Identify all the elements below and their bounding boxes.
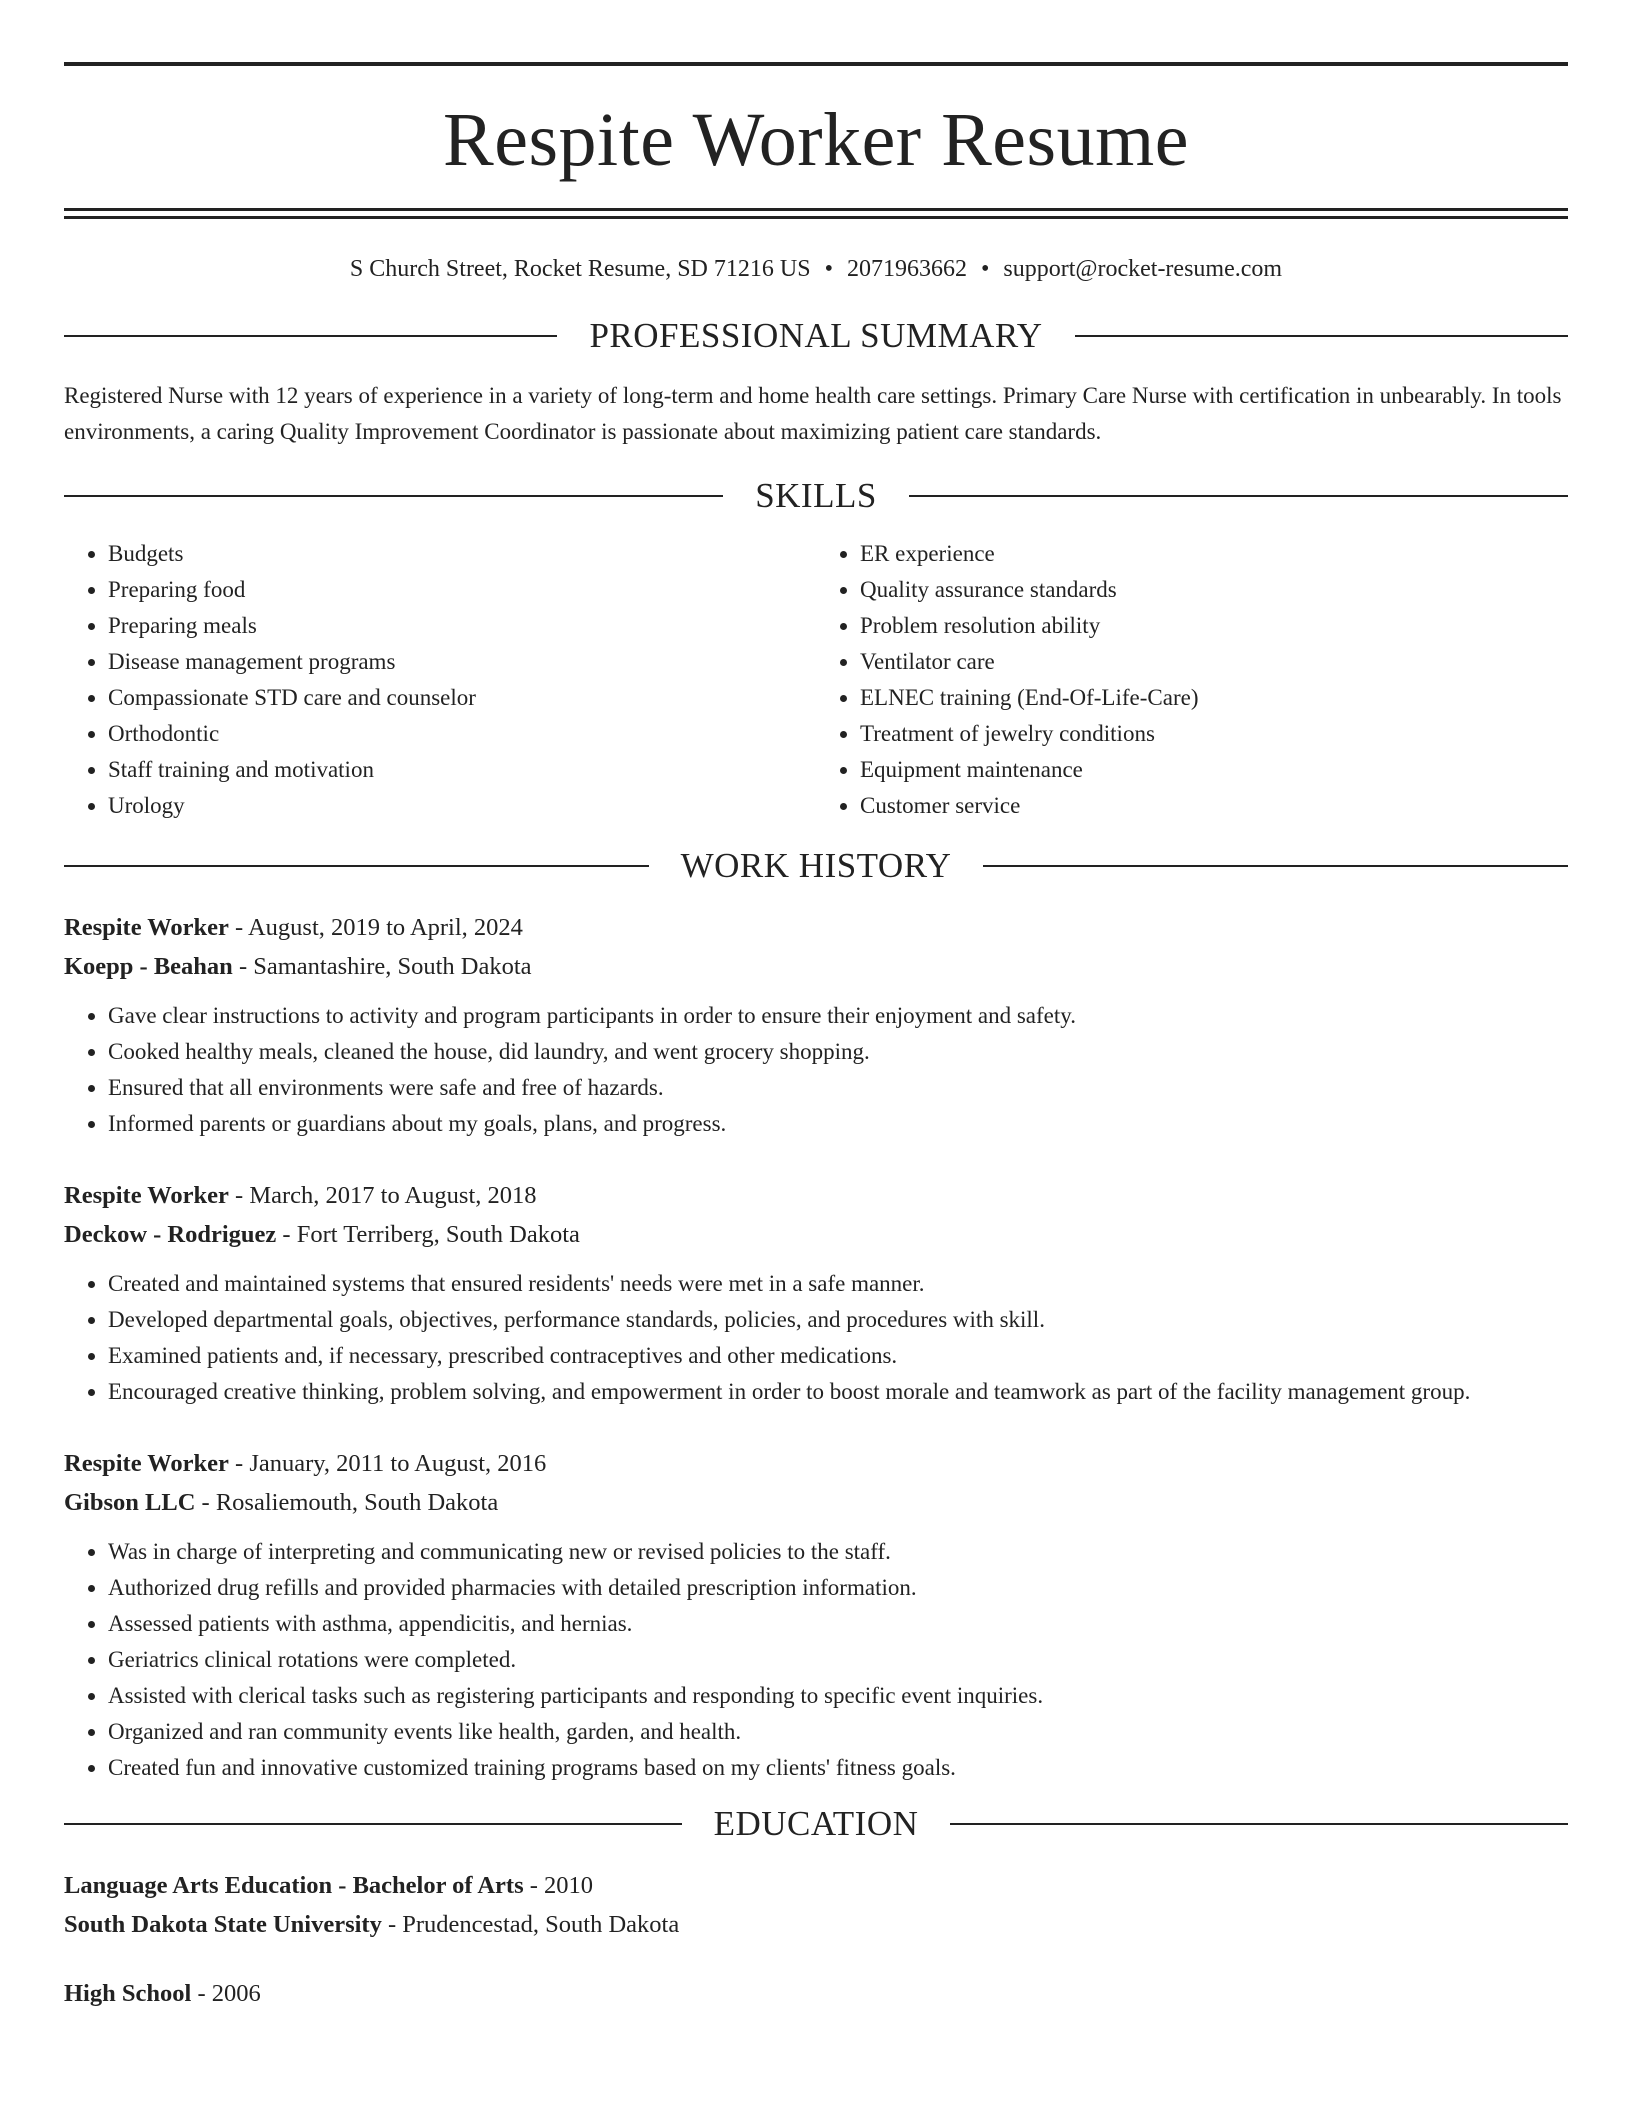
job-bullets <box>64 998 1568 1142</box>
heading-rule-right <box>909 495 1568 497</box>
job-company-line <box>64 947 1568 986</box>
job-dates: January, 2011 to August, 2016 <box>249 1450 547 1477</box>
top-rule <box>64 62 1568 66</box>
skills-heading <box>64 476 1568 516</box>
skill-item: • Orthodontic <box>108 716 816 752</box>
job-location: Samantashire, South Dakota <box>253 953 532 980</box>
skills-heading-label: SKILLS <box>755 476 877 515</box>
job-title: Respite Worker <box>64 914 229 941</box>
skill-item: • Budgets <box>108 536 816 572</box>
skills-column-right <box>816 536 1568 824</box>
job-entry <box>64 1176 1568 1410</box>
contact-phone: 2071963662 <box>846 256 967 282</box>
skill-item: • Compassionate STD care and counselor <box>108 680 816 716</box>
job-bullet: • Organized and ran community events like health, garden, and health. <box>108 1714 1568 1750</box>
contact-separator: • <box>980 256 990 282</box>
skill-item: • Treatment of jewelry conditions <box>860 716 1568 752</box>
skill-item: • Disease management programs <box>108 644 816 680</box>
skills-column-left <box>64 536 816 824</box>
dash: - <box>191 1980 212 2007</box>
job-company-line <box>64 1483 1568 1522</box>
skill-item: • Problem resolution ability <box>860 608 1568 644</box>
education-heading-label: EDUCATION <box>713 1804 919 1843</box>
education-year: 2010 <box>544 1872 594 1899</box>
dash: - <box>228 914 248 941</box>
job-bullet: • Ensured that all environments were safe and free of hazards. <box>108 1070 1568 1106</box>
job-bullet: • Examined patients and, if necessary, prescribed contraceptives and other medications. <box>108 1338 1568 1374</box>
skill-item: • Ventilator care <box>860 644 1568 680</box>
skill-item: • Customer service <box>860 788 1568 824</box>
job-bullet: • Authorized drug refills and provided pharmacies with detailed prescription information. <box>108 1570 1568 1606</box>
job-bullet: • Gave clear instructions to activity and program participants in order to ensure their enjoyment and safety. <box>108 998 1568 1034</box>
summary-heading <box>64 316 1568 356</box>
job-bullet: • Geriatrics clinical rotations were completed. <box>108 1642 1568 1678</box>
job-bullet: • Cooked healthy meals, cleaned the house, did laundry, and went grocery shopping. <box>108 1034 1568 1070</box>
contact-email: support@rocket-resume.com <box>1003 256 1283 282</box>
heading-rule-right <box>1075 335 1568 337</box>
job-bullets <box>64 1266 1568 1410</box>
education-heading <box>64 1804 1568 1844</box>
education-entry <box>64 1866 1568 1944</box>
contact-line <box>64 254 1568 284</box>
summary-heading-label: PROFESSIONAL SUMMARY <box>589 316 1043 355</box>
skill-item: • Preparing food <box>108 572 816 608</box>
job-bullet: • Assisted with clerical tasks such as registering participants and responding to specific event inquiries. <box>108 1678 1568 1714</box>
job-bullet: • Created fun and innovative customized training programs based on my clients' fitness goals. <box>108 1750 1568 1786</box>
dash: - <box>381 1911 403 1938</box>
job-dates: March, 2017 to August, 2018 <box>249 1182 537 1209</box>
summary-text: Registered Nurse with 12 years of experience in a variety of long-term and home health care settings. Primary Care Nurse with certification in unbearably. In tools environments, a caring Quality Improvement Coordinator is passionate about maximizing patient care standards. <box>64 383 1562 444</box>
job-bullet: • Created and maintained systems that ensured residents' needs were met in a safe manner. <box>108 1266 1568 1302</box>
work-heading-label: WORK HISTORY <box>680 846 952 885</box>
job-bullet: • Developed departmental goals, objectives, performance standards, policies, and procedures with skill. <box>108 1302 1568 1338</box>
education-year: 2006 <box>211 1980 261 2007</box>
education-degree: Language Arts Education - Bachelor of Arts <box>64 1872 524 1899</box>
job-bullet: • Encouraged creative thinking, problem solving, and empowerment in order to boost morale and teamwork as part of the facility management group. <box>108 1374 1568 1410</box>
heading-rule-left <box>64 335 557 337</box>
skill-item: • Quality assurance standards <box>860 572 1568 608</box>
job-title: Respite Worker <box>64 1450 229 1477</box>
heading-rule-right <box>950 1823 1568 1825</box>
job-location: Fort Terriberg, South Dakota <box>296 1221 580 1248</box>
dash: - <box>195 1489 216 1516</box>
heading-rule-left <box>64 495 723 497</box>
education-degree-line <box>64 1974 1568 2013</box>
heading-rule-right <box>983 865 1568 867</box>
heading-rule-left <box>64 865 649 867</box>
page-title: Respite Worker Resume <box>443 98 1189 182</box>
job-bullet: • Assessed patients with asthma, appendicitis, and hernias. <box>108 1606 1568 1642</box>
job-title-line <box>64 1176 1568 1215</box>
heading-rule-left <box>64 1823 682 1825</box>
job-company: Gibson LLC <box>64 1489 196 1516</box>
job-dates: August, 2019 to April, 2024 <box>247 914 523 941</box>
job-entry <box>64 1444 1568 1786</box>
skills-list <box>64 536 1568 824</box>
job-title-line <box>64 908 1568 947</box>
skill-item: • Equipment maintenance <box>860 752 1568 788</box>
job-bullets <box>64 1534 1568 1786</box>
job-bullet: • Was in charge of interpreting and communicating new or revised policies to the staff. <box>108 1534 1568 1570</box>
contact-address: S Church Street, Rocket Resume, SD 71216 US <box>349 256 811 282</box>
education-degree-line <box>64 1866 1568 1905</box>
job-entry <box>64 908 1568 1142</box>
education-degree: High School <box>64 1980 192 2007</box>
skill-item: • Urology <box>108 788 816 824</box>
job-company: Koepp - Beahan <box>64 953 233 980</box>
dash: - <box>228 1450 250 1477</box>
dash: - <box>523 1872 545 1899</box>
dash: - <box>232 953 254 980</box>
title-double-rule <box>64 208 1568 219</box>
job-title: Respite Worker <box>64 1182 229 1209</box>
job-company-line <box>64 1215 1568 1254</box>
contact-separator: • <box>824 256 833 282</box>
job-location: Rosaliemouth, South Dakota <box>215 1489 499 1516</box>
work-heading <box>64 846 1568 886</box>
job-title-line <box>64 1444 1568 1483</box>
skill-item: • Staff training and motivation <box>108 752 816 788</box>
job-bullet: • Informed parents or guardians about my goals, plans, and progress. <box>108 1106 1568 1142</box>
dash: - <box>276 1221 297 1248</box>
dash: - <box>228 1182 250 1209</box>
education-location: Prudencestad, South Dakota <box>402 1911 680 1938</box>
job-company: Deckow - Rodriguez <box>64 1221 277 1248</box>
skill-item: • ER experience <box>860 536 1568 572</box>
education-school-line <box>64 1905 1568 1944</box>
skill-item: • ELNEC training (End-Of-Life-Care) <box>860 680 1568 716</box>
education-entry <box>64 1974 1568 2013</box>
education-school: South Dakota State University <box>64 1911 382 1938</box>
skill-item: • Preparing meals <box>108 608 816 644</box>
